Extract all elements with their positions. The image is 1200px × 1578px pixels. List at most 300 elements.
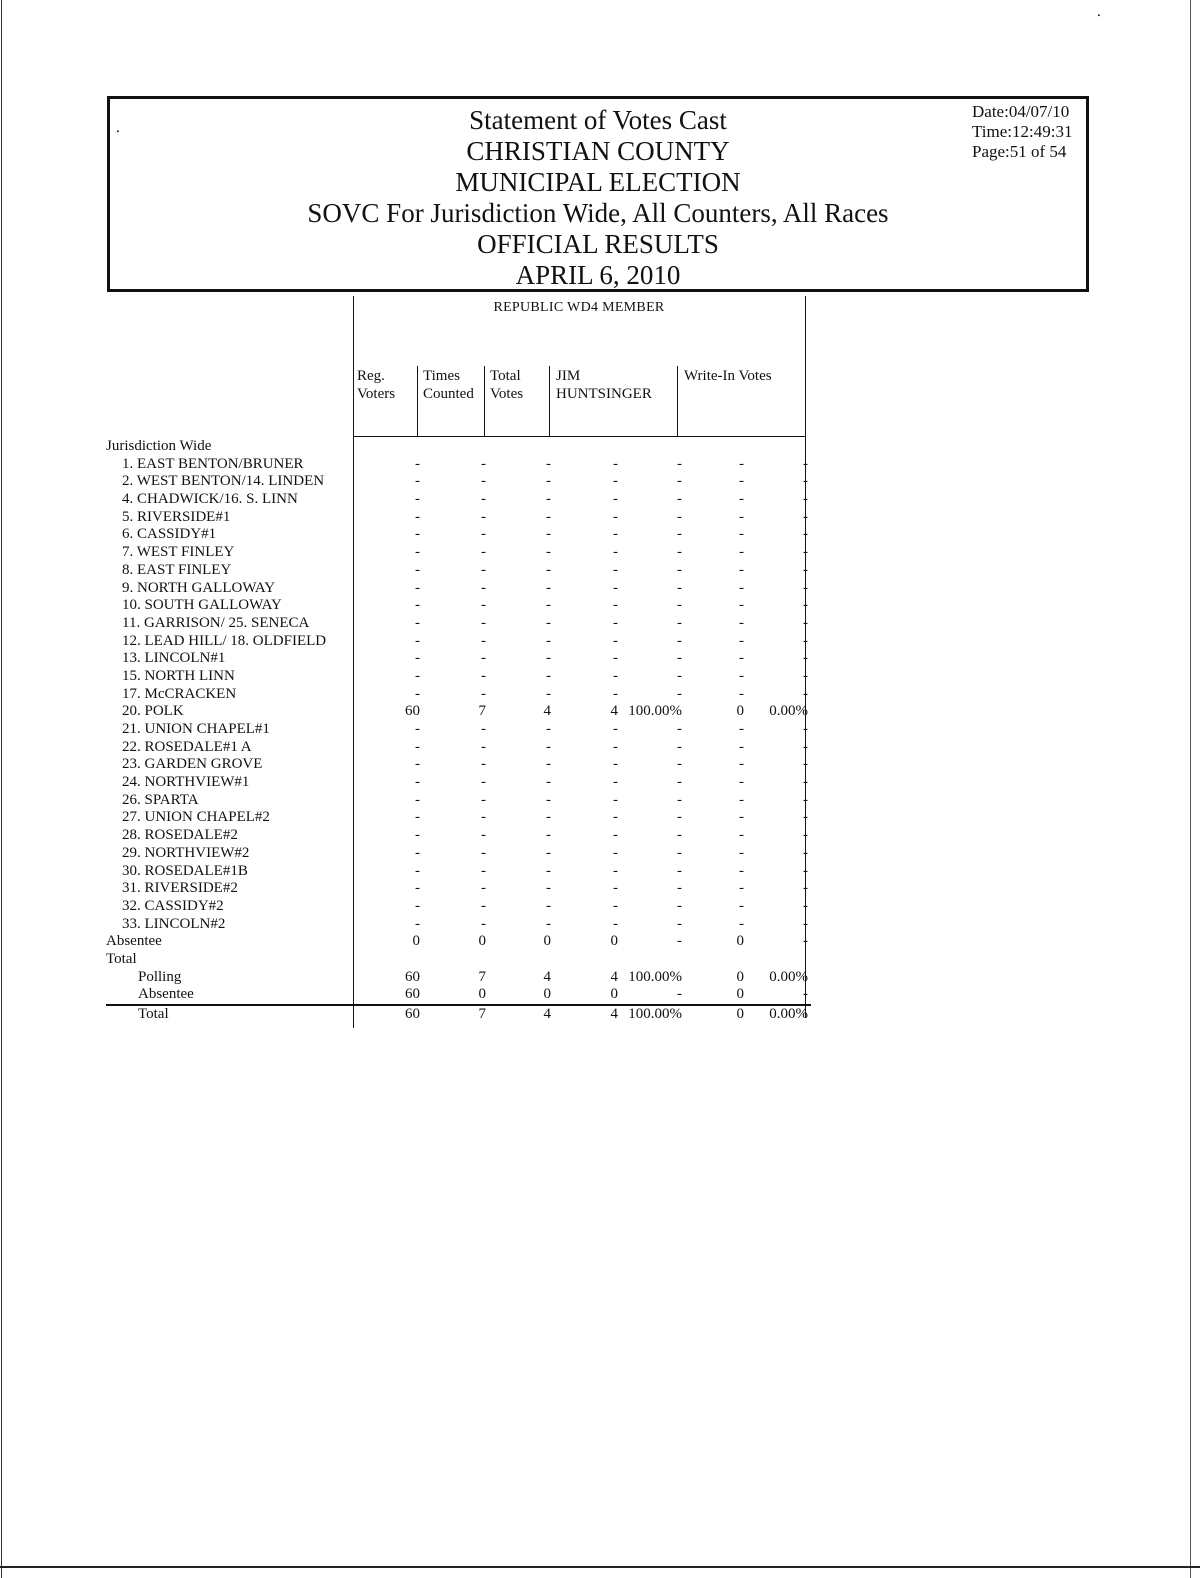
write-in-percent-cell: - bbox=[803, 473, 808, 490]
table-row bbox=[106, 509, 811, 527]
reg-voters-cell: - bbox=[415, 491, 420, 508]
candidate-votes-cell: - bbox=[613, 614, 618, 631]
reg-voters-cell: - bbox=[415, 844, 420, 861]
col-header-line: Counted bbox=[423, 386, 474, 402]
col-times-counted bbox=[423, 367, 474, 403]
total-votes-cell: 0 bbox=[543, 933, 551, 950]
table-row bbox=[106, 526, 811, 544]
candidate-percent-cell: - bbox=[677, 455, 682, 472]
times-counted-cell: - bbox=[481, 915, 486, 932]
precinct-label: 24. NORTHVIEW#1 bbox=[122, 774, 250, 791]
write-in-votes-cell: - bbox=[739, 915, 744, 932]
write-in-votes-cell: - bbox=[739, 508, 744, 525]
reg-voters-cell: - bbox=[415, 897, 420, 914]
reg-voters-cell: - bbox=[415, 579, 420, 596]
total-votes-cell: - bbox=[546, 897, 551, 914]
reg-voters-cell: - bbox=[415, 721, 420, 737]
candidate-percent-cell: - bbox=[677, 491, 682, 508]
reg-voters-cell: - bbox=[415, 915, 420, 932]
total-votes-cell: - bbox=[546, 491, 551, 508]
reg-voters-cell: 60 bbox=[405, 986, 420, 1003]
write-in-votes-cell: 0 bbox=[736, 968, 744, 985]
reg-voters-cell: 60 bbox=[405, 1006, 420, 1022]
col-header-line: Write-In Votes bbox=[684, 368, 772, 384]
candidate-percent-cell: 100.00% bbox=[628, 968, 682, 985]
times-counted-cell: 0 bbox=[478, 933, 486, 950]
write-in-percent-cell: - bbox=[803, 933, 808, 950]
table-row bbox=[106, 951, 811, 969]
reg-voters-cell: - bbox=[415, 455, 420, 472]
table-row bbox=[106, 863, 811, 881]
page-number: Page:51 of 54 bbox=[972, 142, 1067, 161]
reg-voters-cell: - bbox=[415, 650, 420, 667]
total-votes-cell: - bbox=[546, 526, 551, 543]
precinct-label: 5. RIVERSIDE#1 bbox=[122, 508, 231, 525]
table-row bbox=[106, 916, 811, 934]
table-row bbox=[106, 933, 811, 951]
write-in-votes-cell: - bbox=[739, 526, 744, 543]
table-row bbox=[106, 792, 811, 810]
total-votes-cell: - bbox=[546, 880, 551, 897]
write-in-votes-cell: - bbox=[739, 844, 744, 861]
write-in-votes-cell: - bbox=[739, 685, 744, 702]
precinct-label: 9. NORTH GALLOWAY bbox=[122, 579, 276, 596]
total-votes-cell: - bbox=[546, 791, 551, 808]
column-divider bbox=[484, 366, 485, 436]
candidate-votes-cell: - bbox=[613, 774, 618, 791]
col-total-votes bbox=[490, 367, 523, 403]
precinct-label: 26. SPARTA bbox=[122, 791, 199, 808]
race-title: REPUBLIC WD4 MEMBER bbox=[493, 300, 665, 315]
write-in-votes-cell: - bbox=[739, 721, 744, 737]
report-title-block bbox=[110, 105, 1086, 291]
write-in-votes-cell: - bbox=[739, 774, 744, 791]
precinct-label: 12. LEAD HILL/ 18. OLDFIELD bbox=[122, 632, 327, 649]
write-in-votes-cell: - bbox=[739, 862, 744, 879]
write-in-percent-cell: - bbox=[803, 667, 808, 684]
table-row bbox=[106, 827, 811, 845]
candidate-votes-cell: 4 bbox=[610, 968, 618, 985]
write-in-percent-cell: - bbox=[803, 544, 808, 561]
write-in-percent-cell: - bbox=[803, 685, 808, 702]
precinct-label: Absentee bbox=[106, 933, 162, 950]
table-row bbox=[106, 597, 811, 615]
scan-mark: ⸱ bbox=[116, 125, 120, 140]
candidate-percent-cell: - bbox=[677, 561, 682, 578]
candidate-votes-cell: - bbox=[613, 473, 618, 490]
write-in-percent-cell: - bbox=[803, 491, 808, 508]
write-in-votes-cell: - bbox=[739, 827, 744, 844]
write-in-percent-cell: - bbox=[803, 756, 808, 773]
candidate-votes-cell: - bbox=[613, 508, 618, 525]
report-title: Statement of Votes Cast bbox=[469, 105, 727, 135]
candidate-votes-cell: - bbox=[613, 685, 618, 702]
election-date: APRIL 6, 2010 bbox=[515, 260, 681, 290]
results-status: OFFICIAL RESULTS bbox=[477, 229, 719, 259]
write-in-votes-cell: - bbox=[739, 632, 744, 649]
write-in-percent-cell: - bbox=[803, 738, 808, 755]
candidate-votes-cell: 0 bbox=[610, 933, 618, 950]
candidate-percent-cell: - bbox=[677, 579, 682, 596]
write-in-votes-cell: - bbox=[739, 756, 744, 773]
col-header-line: Voters bbox=[357, 386, 396, 402]
total-votes-cell: - bbox=[546, 614, 551, 631]
times-counted-cell: - bbox=[481, 897, 486, 914]
write-in-votes-cell: - bbox=[739, 809, 744, 826]
total-votes-cell: - bbox=[546, 915, 551, 932]
precinct-label: 17. McCRACKEN bbox=[122, 685, 237, 702]
precinct-label: 21. UNION CHAPEL#1 bbox=[122, 721, 270, 737]
candidate-votes-cell: - bbox=[613, 862, 618, 879]
write-in-percent-cell: - bbox=[803, 455, 808, 472]
candidate-votes-cell: - bbox=[613, 756, 618, 773]
candidate-percent-cell: - bbox=[677, 933, 682, 950]
report-time: Time:12:49:31 bbox=[972, 122, 1073, 141]
precinct-label: 30. ROSEDALE#1B bbox=[122, 862, 248, 879]
times-counted-cell: - bbox=[481, 791, 486, 808]
candidate-percent-cell: - bbox=[677, 632, 682, 649]
page-edge-left bbox=[1, 0, 2, 1578]
write-in-votes-cell: 0 bbox=[736, 703, 744, 720]
table-row bbox=[106, 721, 811, 739]
table-row bbox=[106, 650, 811, 668]
write-in-percent-cell: - bbox=[803, 791, 808, 808]
write-in-votes-cell: - bbox=[739, 791, 744, 808]
reg-voters-cell: - bbox=[415, 544, 420, 561]
write-in-votes-cell: 0 bbox=[736, 986, 744, 1003]
candidate-percent-cell: - bbox=[677, 774, 682, 791]
candidate-votes-cell: - bbox=[613, 915, 618, 932]
precinct-label: 15. NORTH LINN bbox=[122, 667, 235, 684]
column-divider bbox=[677, 366, 678, 436]
table-row bbox=[106, 438, 811, 456]
reg-voters-cell: 60 bbox=[405, 968, 420, 985]
table-row bbox=[106, 491, 811, 509]
precinct-label: 20. POLK bbox=[122, 703, 184, 720]
col-header-line: Times bbox=[423, 368, 460, 384]
reg-voters-cell: - bbox=[415, 880, 420, 897]
total-votes-cell: - bbox=[546, 827, 551, 844]
times-counted-cell: - bbox=[481, 544, 486, 561]
times-counted-cell: - bbox=[481, 455, 486, 472]
candidate-votes-cell: - bbox=[613, 721, 618, 737]
reg-voters-cell: - bbox=[415, 561, 420, 578]
times-counted-cell: - bbox=[481, 632, 486, 649]
candidate-votes-cell: - bbox=[613, 491, 618, 508]
candidate-percent-cell: - bbox=[677, 844, 682, 861]
write-in-votes-cell: - bbox=[739, 455, 744, 472]
times-counted-cell: - bbox=[481, 756, 486, 773]
table-row bbox=[106, 898, 811, 916]
times-counted-cell: 7 bbox=[478, 703, 486, 720]
reg-voters-cell: - bbox=[415, 473, 420, 490]
table-row bbox=[106, 880, 811, 898]
table-row bbox=[106, 756, 811, 774]
total-votes-cell: - bbox=[546, 473, 551, 490]
write-in-percent-cell: - bbox=[803, 809, 808, 826]
times-counted-cell: - bbox=[481, 774, 486, 791]
reg-voters-cell: - bbox=[415, 667, 420, 684]
times-counted-cell: - bbox=[481, 650, 486, 667]
table-row bbox=[106, 544, 811, 562]
total-votes-cell: - bbox=[546, 561, 551, 578]
write-in-percent-cell: - bbox=[803, 597, 808, 614]
page-edge-right bbox=[1190, 0, 1191, 1578]
candidate-votes-cell: - bbox=[613, 791, 618, 808]
times-counted-cell: - bbox=[481, 809, 486, 826]
precinct-label: 8. EAST FINLEY bbox=[122, 561, 232, 578]
col-header-line: Reg. bbox=[357, 368, 385, 384]
write-in-votes-cell: - bbox=[739, 667, 744, 684]
precinct-label: 11. GARRISON/ 25. SENECA bbox=[122, 614, 310, 631]
write-in-percent-cell: 0.00% bbox=[769, 703, 808, 720]
write-in-votes-cell: - bbox=[739, 880, 744, 897]
table-row bbox=[106, 473, 811, 491]
total-votes-cell: - bbox=[546, 685, 551, 702]
write-in-percent-cell: - bbox=[803, 614, 808, 631]
candidate-percent-cell: - bbox=[677, 809, 682, 826]
candidate-percent-cell: - bbox=[677, 721, 682, 737]
candidate-percent-cell: - bbox=[677, 915, 682, 932]
candidate-percent-cell: - bbox=[677, 862, 682, 879]
table-row bbox=[106, 739, 811, 757]
reg-voters-cell: - bbox=[415, 526, 420, 543]
column-divider bbox=[417, 366, 418, 436]
reg-voters-cell: - bbox=[415, 809, 420, 826]
write-in-votes-cell: 0 bbox=[736, 1006, 744, 1022]
precinct-label: 1. EAST BENTON/BRUNER bbox=[122, 455, 304, 472]
times-counted-cell: - bbox=[481, 862, 486, 879]
candidate-votes-cell: - bbox=[613, 844, 618, 861]
table-row bbox=[106, 809, 811, 827]
times-counted-cell: - bbox=[481, 579, 486, 596]
precinct-label: Total bbox=[138, 1006, 169, 1022]
total-votes-cell: - bbox=[546, 721, 551, 737]
reg-voters-cell: - bbox=[415, 738, 420, 755]
total-votes-cell: - bbox=[546, 632, 551, 649]
col-header-line: Votes bbox=[490, 386, 524, 402]
table-row bbox=[106, 615, 811, 633]
times-counted-cell: - bbox=[481, 844, 486, 861]
write-in-percent-cell: - bbox=[803, 897, 808, 914]
table-row bbox=[106, 456, 811, 474]
candidate-votes-cell: - bbox=[613, 738, 618, 755]
precinct-label: 13. LINCOLN#1 bbox=[122, 650, 226, 667]
write-in-percent-cell: - bbox=[803, 632, 808, 649]
column-divider bbox=[549, 366, 550, 436]
candidate-votes-cell: - bbox=[613, 526, 618, 543]
total-votes-cell: 4 bbox=[543, 1006, 551, 1022]
times-counted-cell: 0 bbox=[478, 986, 486, 1003]
total-votes-cell: - bbox=[546, 862, 551, 879]
total-votes-cell: - bbox=[546, 756, 551, 773]
write-in-percent-cell: - bbox=[803, 880, 808, 897]
write-in-percent-cell: - bbox=[803, 721, 808, 737]
candidate-percent-cell: - bbox=[677, 897, 682, 914]
candidate-votes-cell: - bbox=[613, 827, 618, 844]
precinct-label: Polling bbox=[138, 968, 182, 985]
total-votes-cell: - bbox=[546, 738, 551, 755]
write-in-votes-cell: - bbox=[739, 897, 744, 914]
reg-voters-cell: - bbox=[415, 791, 420, 808]
precinct-label: 22. ROSEDALE#1 A bbox=[122, 738, 252, 755]
reg-voters-cell: - bbox=[415, 756, 420, 773]
times-counted-cell: - bbox=[481, 685, 486, 702]
candidate-votes-cell: - bbox=[613, 561, 618, 578]
write-in-percent-cell: 0.00% bbox=[769, 968, 808, 985]
times-counted-cell: - bbox=[481, 738, 486, 755]
candidate-votes-cell: 4 bbox=[610, 703, 618, 720]
reg-voters-cell: - bbox=[415, 774, 420, 791]
col-header-line: HUNTSINGER bbox=[556, 386, 652, 402]
precinct-label: 2. WEST BENTON/14. LINDEN bbox=[122, 473, 325, 490]
col-header-line: JIM bbox=[556, 368, 581, 384]
candidate-votes-cell: - bbox=[613, 579, 618, 596]
candidate-percent-cell: - bbox=[677, 650, 682, 667]
scan-mark: ⸱ bbox=[1097, 9, 1101, 24]
table-row bbox=[106, 633, 811, 651]
write-in-votes-cell: - bbox=[739, 614, 744, 631]
precinct-label: 33. LINCOLN#2 bbox=[122, 915, 226, 932]
precinct-label: 31. RIVERSIDE#2 bbox=[122, 880, 238, 897]
total-votes-cell: - bbox=[546, 667, 551, 684]
write-in-percent-cell: - bbox=[803, 508, 808, 525]
table-row bbox=[106, 703, 811, 721]
election-name: MUNICIPAL ELECTION bbox=[455, 167, 741, 197]
county-name: CHRISTIAN COUNTY bbox=[466, 136, 730, 166]
write-in-votes-cell: - bbox=[739, 473, 744, 490]
candidate-votes-cell: - bbox=[613, 455, 618, 472]
total-votes-cell: 4 bbox=[543, 968, 551, 985]
reg-voters-cell: - bbox=[415, 597, 420, 614]
precinct-label: Total bbox=[106, 950, 137, 967]
precinct-label: 27. UNION CHAPEL#2 bbox=[122, 809, 270, 826]
write-in-percent-cell: - bbox=[803, 915, 808, 932]
col-header-line: Total bbox=[490, 368, 521, 384]
total-votes-cell: - bbox=[546, 650, 551, 667]
times-counted-cell: - bbox=[481, 880, 486, 897]
candidate-percent-cell: 100.00% bbox=[628, 1006, 682, 1022]
write-in-percent-cell: - bbox=[803, 844, 808, 861]
total-votes-cell: - bbox=[546, 544, 551, 561]
candidate-percent-cell: - bbox=[677, 738, 682, 755]
times-counted-cell: 7 bbox=[478, 968, 486, 985]
candidate-percent-cell: - bbox=[677, 880, 682, 897]
candidate-percent-cell: - bbox=[677, 827, 682, 844]
reg-voters-cell: - bbox=[415, 827, 420, 844]
precinct-label: 10. SOUTH GALLOWAY bbox=[122, 597, 282, 614]
col-write-in bbox=[684, 367, 772, 385]
write-in-percent-cell: - bbox=[803, 827, 808, 844]
total-votes-cell: 4 bbox=[543, 703, 551, 720]
report-date: Date:04/07/10 bbox=[972, 102, 1070, 121]
reg-voters-cell: - bbox=[415, 508, 420, 525]
candidate-votes-cell: - bbox=[613, 597, 618, 614]
write-in-percent-cell: - bbox=[803, 650, 808, 667]
write-in-votes-cell: 0 bbox=[736, 933, 744, 950]
candidate-votes-cell: - bbox=[613, 544, 618, 561]
write-in-votes-cell: - bbox=[739, 544, 744, 561]
times-counted-cell: - bbox=[481, 614, 486, 631]
times-counted-cell: - bbox=[481, 491, 486, 508]
times-counted-cell: - bbox=[481, 526, 486, 543]
write-in-percent-cell: - bbox=[803, 526, 808, 543]
write-in-percent-cell: 0.00% bbox=[769, 1006, 808, 1022]
precinct-label: 4. CHADWICK/16. S. LINN bbox=[122, 491, 298, 508]
results-table bbox=[106, 438, 811, 1024]
table-row bbox=[106, 580, 811, 598]
write-in-votes-cell: - bbox=[739, 561, 744, 578]
times-counted-cell: - bbox=[481, 597, 486, 614]
candidate-votes-cell: - bbox=[613, 650, 618, 667]
candidate-percent-cell: - bbox=[677, 614, 682, 631]
write-in-votes-cell: - bbox=[739, 579, 744, 596]
candidate-percent-cell: - bbox=[677, 986, 682, 1003]
total-votes-cell: - bbox=[546, 774, 551, 791]
total-votes-cell: - bbox=[546, 809, 551, 826]
reg-voters-cell: 60 bbox=[405, 703, 420, 720]
precinct-label: Jurisdiction Wide bbox=[106, 438, 212, 454]
candidate-percent-cell: - bbox=[677, 756, 682, 773]
candidate-percent-cell: - bbox=[677, 508, 682, 525]
candidate-percent-cell: 100.00% bbox=[628, 703, 682, 720]
precinct-label: 32. CASSIDY#2 bbox=[122, 897, 224, 914]
candidate-percent-cell: - bbox=[677, 685, 682, 702]
table-row bbox=[106, 668, 811, 686]
precinct-label: 7. WEST FINLEY bbox=[122, 544, 235, 561]
write-in-percent-cell: - bbox=[803, 561, 808, 578]
times-counted-cell: - bbox=[481, 561, 486, 578]
write-in-percent-cell: - bbox=[803, 986, 808, 1003]
total-votes-cell: - bbox=[546, 597, 551, 614]
candidate-percent-cell: - bbox=[677, 791, 682, 808]
candidate-percent-cell: - bbox=[677, 597, 682, 614]
candidate-votes-cell: - bbox=[613, 809, 618, 826]
total-votes-cell: 0 bbox=[543, 986, 551, 1003]
table-row bbox=[106, 774, 811, 792]
write-in-percent-cell: - bbox=[803, 774, 808, 791]
report-scope: SOVC For Jurisdiction Wide, All Counters, All Races bbox=[307, 198, 889, 228]
write-in-votes-cell: - bbox=[739, 597, 744, 614]
times-counted-cell: - bbox=[481, 827, 486, 844]
candidate-percent-cell: - bbox=[677, 667, 682, 684]
reg-voters-cell: - bbox=[415, 614, 420, 631]
precinct-label: Absentee bbox=[138, 986, 194, 1003]
table-row bbox=[106, 1006, 811, 1024]
times-counted-cell: 7 bbox=[478, 1006, 486, 1022]
times-counted-cell: - bbox=[481, 473, 486, 490]
table-row bbox=[106, 686, 811, 704]
times-counted-cell: - bbox=[481, 667, 486, 684]
write-in-percent-cell: - bbox=[803, 579, 808, 596]
col-candidate bbox=[556, 367, 652, 403]
candidate-votes-cell: 4 bbox=[610, 1006, 618, 1022]
candidate-votes-cell: - bbox=[613, 897, 618, 914]
reg-voters-cell: - bbox=[415, 862, 420, 879]
write-in-votes-cell: - bbox=[739, 491, 744, 508]
page-edge-bottom bbox=[0, 1566, 1200, 1568]
write-in-votes-cell: - bbox=[739, 738, 744, 755]
report-header-box bbox=[107, 96, 1089, 292]
col-reg-voters bbox=[357, 367, 395, 403]
candidate-votes-cell: - bbox=[613, 880, 618, 897]
table-row bbox=[106, 562, 811, 580]
total-votes-cell: - bbox=[546, 844, 551, 861]
times-counted-cell: - bbox=[481, 508, 486, 525]
table-row bbox=[106, 986, 811, 1006]
total-votes-cell: - bbox=[546, 455, 551, 472]
table-row bbox=[106, 845, 811, 863]
